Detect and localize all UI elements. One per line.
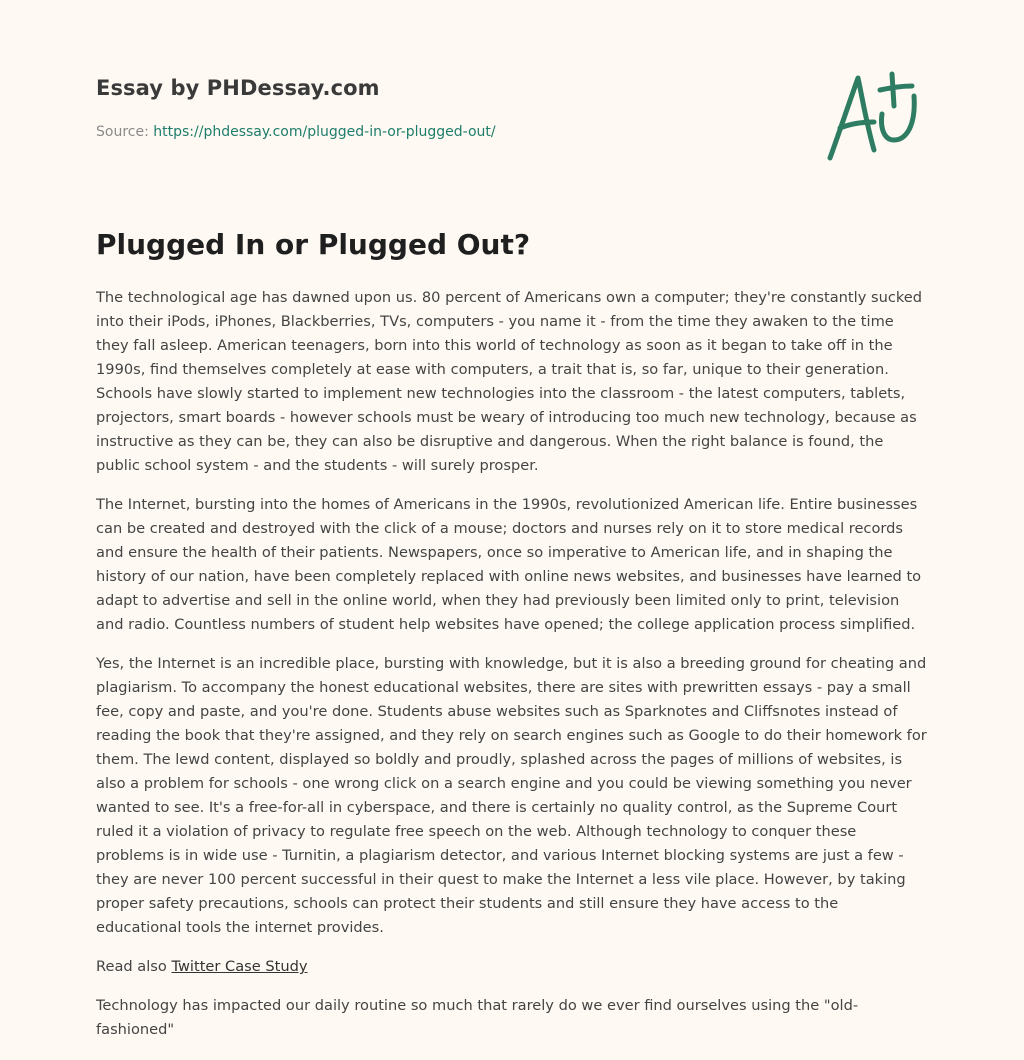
article-paragraph: The Internet, bursting into the homes of Americans in the 1990s, revolutionized American life. Entire businesses can be created and destroyed with the click of a mouse; doctors and nurses rely on it to store medical records and ensure the health of their patients. Newspapers, once so imperative to American life, and in shaping the history of our nation, have been completely replaced with online news websites, and businesses have learned to adapt to advertise and sell in the online world, when they had previously been limited only to print, television and radio. Countless numbers of student help websites have opened; the college application process simplified. (96, 496, 922, 633)
source-label: Source: (96, 124, 149, 140)
read-also-label: Read also (96, 958, 167, 975)
read-also-line (96, 955, 928, 979)
article-paragraph: Technology has impacted our daily routine so much that rarely do we ever find ourselves using the "old-fashioned" (96, 997, 859, 1038)
read-also-link[interactable]: Twitter Case Study (171, 958, 308, 975)
article-paragraph: Yes, the Internet is an incredible place, bursting with knowledge, but it is also a breeding ground for cheating and plagiarism. To accompany the honest educational websites, there are sites with prewritten essays - pay a small fee, copy and paste, and you're done. Students abuse websites such as Sparknotes and Cliffsnotes instead of reading the book that they're assigned, and they rely on search engines such as Google to do their homework for them. The lewd content, displayed so boldly and proudly, splashed across the pages of millions of websites, is also a problem for schools - one wrong click on a search engine and you could be viewing something you never wanted to see. It's a free-for-all in cyberspace, and there is certainly no quality control, as the Supreme Court ruled it a violation of privacy to regulate free speech on the web. Although technology to conquer these problems is in wide use - Turnitin, a plagiarism detector, and various Internet blocking systems are just a few - they are never 100 percent successful in their quest to make the Internet a less vile place. However, by taking proper safety precautions, schools can protect their students and still ensure they have access to the educational tools the internet provides. (96, 655, 927, 936)
a-plus-logo-icon (824, 66, 928, 166)
source-link[interactable]: https://phdessay.com/plugged-in-or-plugged-out/ (153, 124, 496, 140)
article-title: Plugged In or Plugged Out? (96, 228, 531, 261)
article-body (96, 286, 928, 1042)
article-paragraph: The technological age has dawned upon us. 80 percent of Americans own a computer; they're constantly sucked into their iPods, iPhones, Blackberries, TVs, computers - you name it - from the time they awaken to the time they fall asleep. American teenagers, born into this world of technology as soon as it began to take off in the 1990s, find themselves completely at ease with computers, a trait that is, so far, unique to their generation. Schools have slowly started to implement new technologies into the classroom - the latest computers, tablets, projectors, smart boards - however schools must be weary of introducing too much new technology, because as instructive as they can be, they can also be disruptive and dangerous. When the right balance is found, the public school system - and the students - will surely prosper. (96, 289, 923, 474)
source-line (96, 124, 496, 140)
page-header (96, 0, 928, 200)
brand-title: Essay by PHDessay.com (96, 76, 380, 100)
